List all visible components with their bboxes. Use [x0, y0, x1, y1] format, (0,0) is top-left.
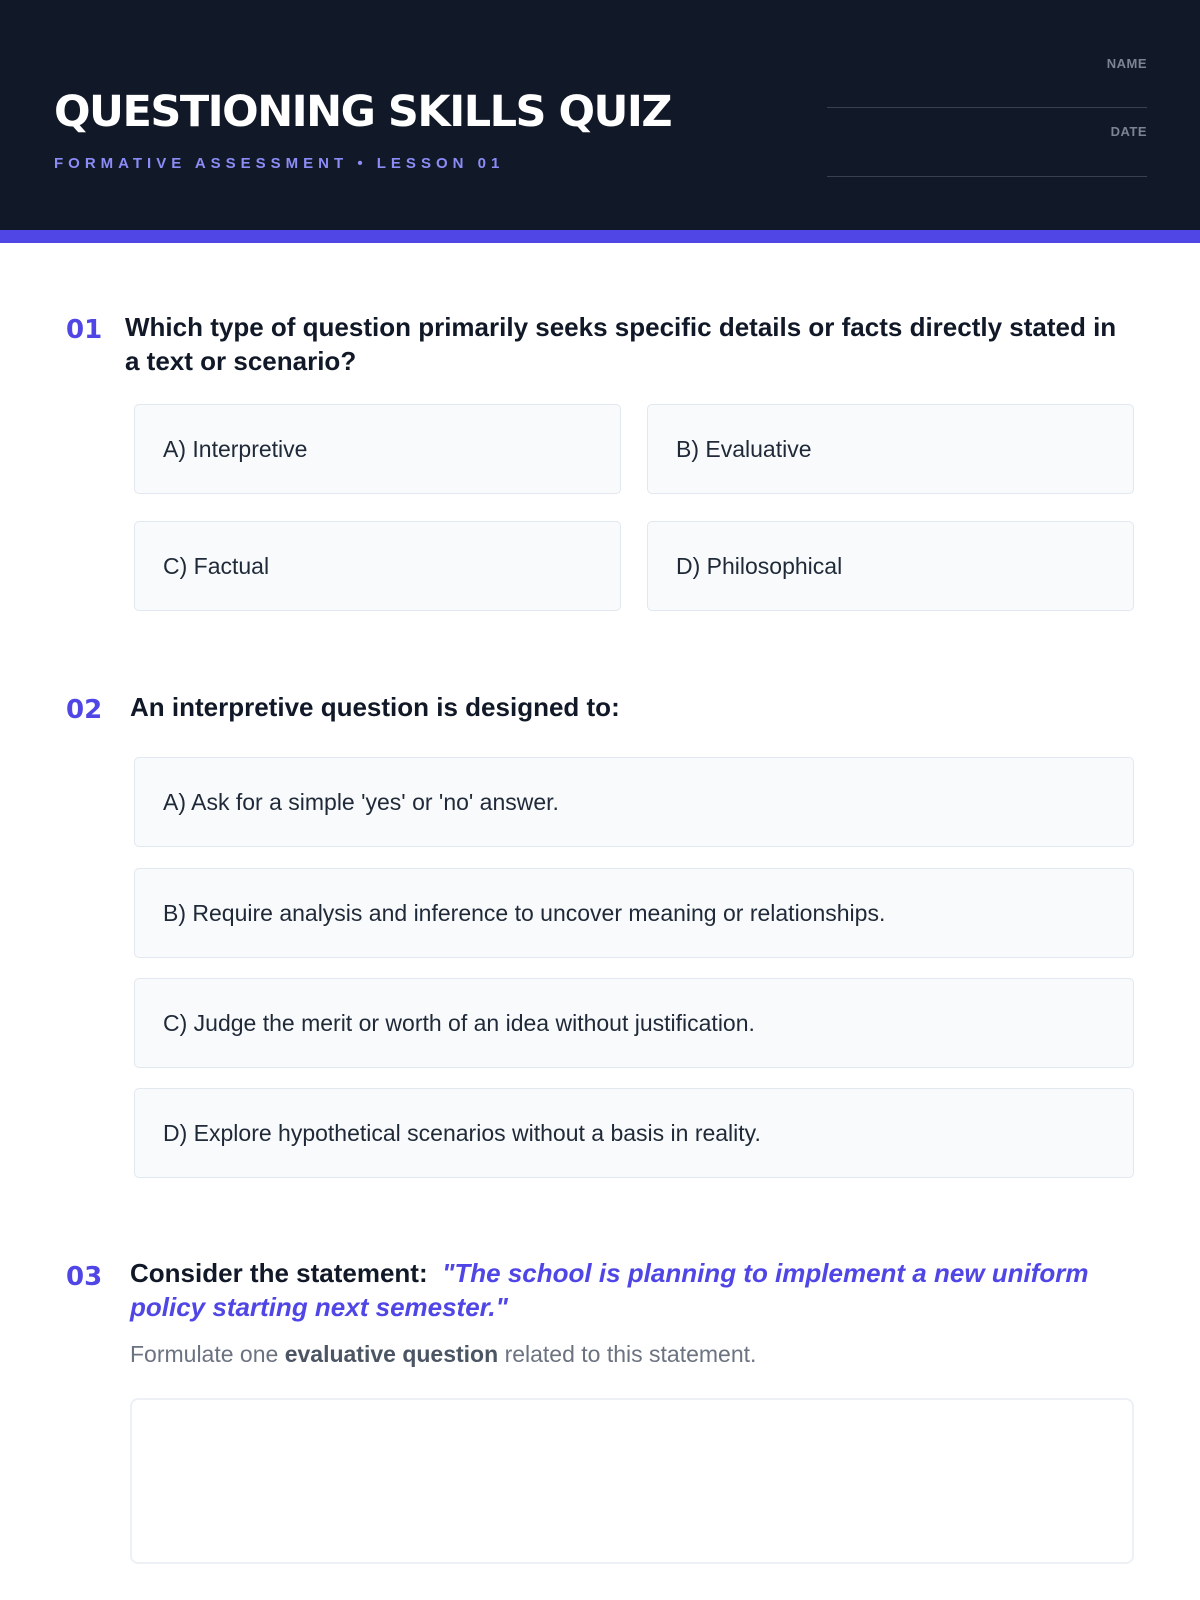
date-label: DATE	[1110, 124, 1147, 139]
statement-lead: Consider the statement:	[130, 1258, 428, 1288]
question-text-2: An interpretive question is designed to:	[130, 692, 620, 722]
question-number-1: 01	[66, 315, 103, 345]
header-accent-bar	[0, 230, 1200, 243]
statement-quote: "The school is planning to implement a new uniform policy starting next semester."	[130, 1258, 1089, 1322]
instruction-pre: Formulate one	[130, 1341, 279, 1367]
q2-option-d[interactable]: D) Explore hypothetical scenarios without a basis in reality.	[134, 1088, 1134, 1178]
q1-option-c[interactable]: C) Factual	[134, 521, 621, 611]
q2-option-a[interactable]: A) Ask for a simple 'yes' or 'no' answer.	[134, 757, 1134, 847]
date-field[interactable]	[827, 120, 1147, 177]
q2-option-b[interactable]: B) Require analysis and inference to uncover meaning or relationships.	[134, 868, 1134, 958]
instruction-emphasis: evaluative question	[284, 1341, 499, 1367]
question-number-2: 02	[66, 695, 103, 725]
name-label: NAME	[1106, 56, 1147, 71]
name-field[interactable]	[827, 52, 1147, 108]
q1-option-b[interactable]: B) Evaluative	[647, 404, 1134, 494]
question-number-3: 03	[66, 1262, 103, 1292]
header	[0, 0, 1200, 230]
q2-option-c[interactable]: C) Judge the merit or worth of an idea without justification.	[134, 978, 1134, 1068]
question-3-instruction	[130, 1339, 756, 1369]
quiz-title: QUESTIONING SKILLS QUIZ	[54, 87, 672, 137]
question-text-1: Which type of question primarily seeks specific details or facts directly stated in a text or scenario?	[125, 312, 1117, 376]
answer-textarea[interactable]	[130, 1398, 1134, 1564]
q1-option-a[interactable]: A) Interpretive	[134, 404, 621, 494]
quiz-subtitle: FORMATIVE ASSESSMENT • LESSON 01	[54, 155, 505, 172]
question-text-3	[130, 1256, 1140, 1324]
q1-option-d[interactable]: D) Philosophical	[647, 521, 1134, 611]
instruction-post: related to this statement.	[504, 1341, 757, 1367]
